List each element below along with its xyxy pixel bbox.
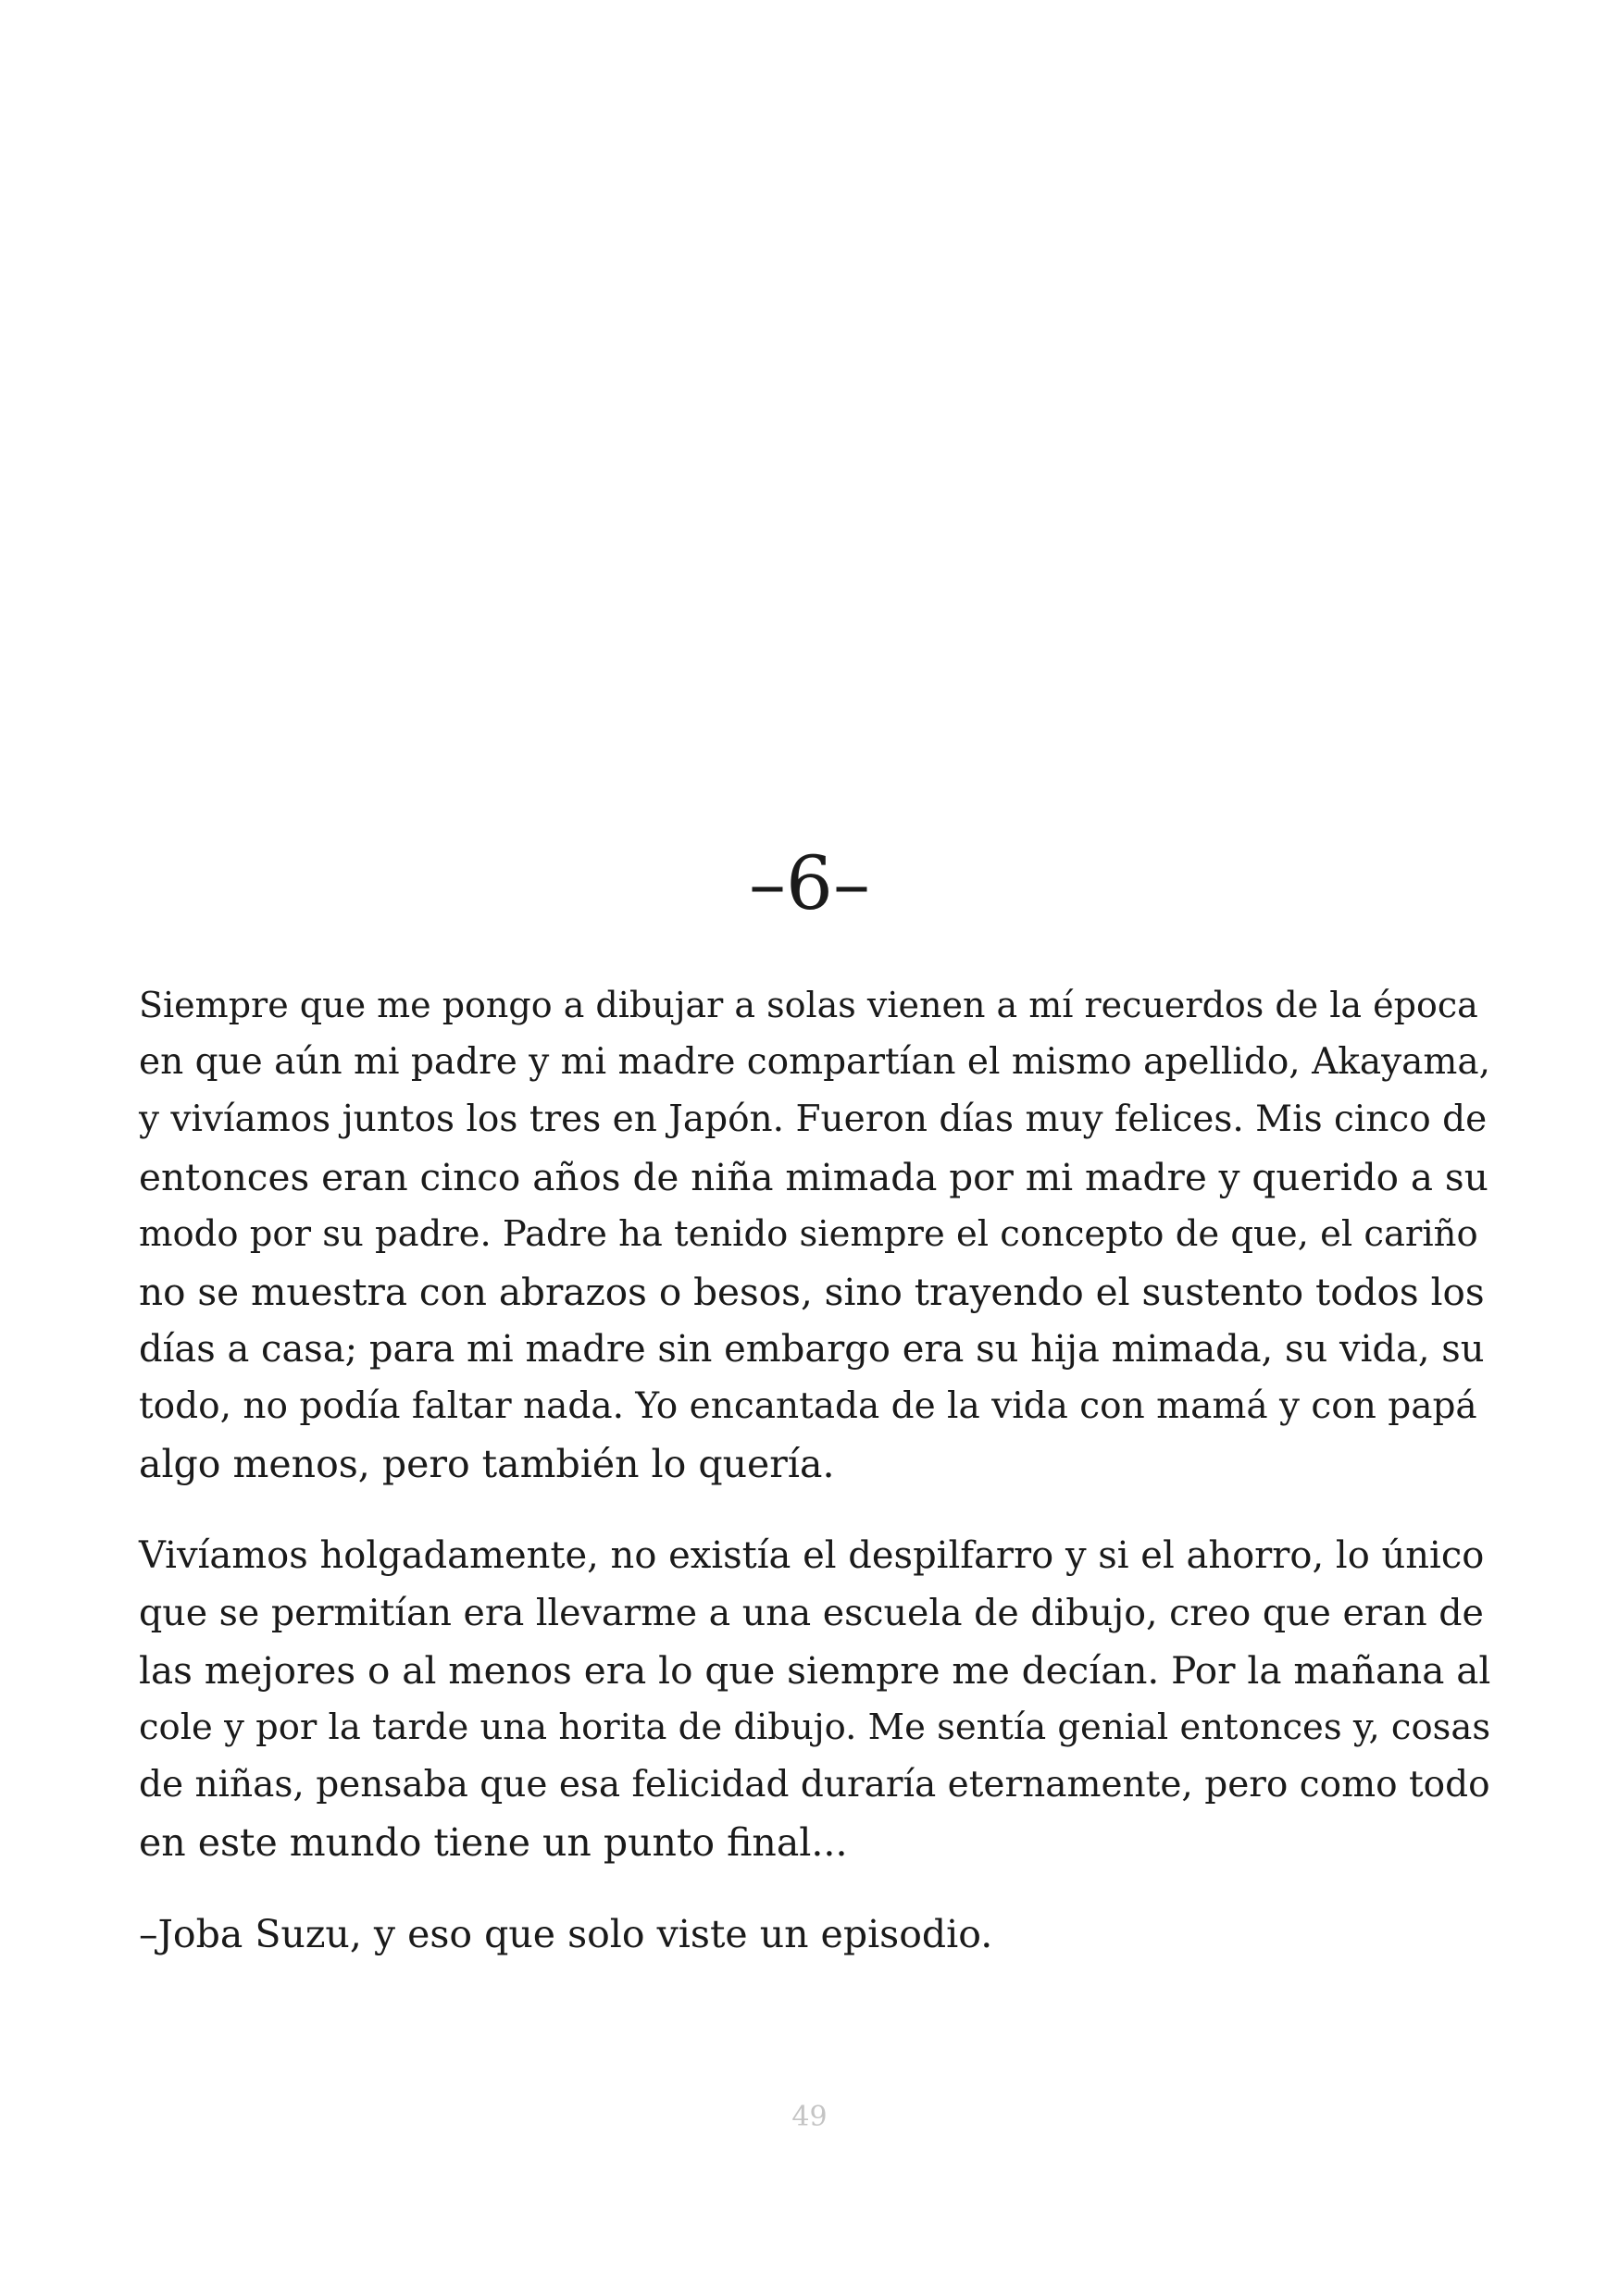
paragraph-1 [139, 976, 1490, 1493]
paragraph-2 [139, 1527, 1490, 1871]
text-line: algo menos, pero también lo quería. [139, 1442, 835, 1486]
chapter-heading: –6– [749, 840, 870, 926]
text-line: entonces eran cinco años de niña mimada por mi madre y querido a su [139, 1155, 1488, 1199]
text-line: en que aún mi padre y mi madre compartían el mismo apellido, Akayama, [139, 1041, 1491, 1083]
text-line: en este mundo tiene un punto final... [139, 1820, 848, 1865]
text-line: todo, no podía faltar nada. Yo encantada de la vida con mamá y con papá [139, 1385, 1477, 1427]
chapter-body [139, 976, 1490, 1963]
text-line: cole y por la tarde una horita de dibujo. Me sentía genial entonces y, cosas [139, 1706, 1491, 1748]
text-line: que se permitían era llevarme a una escuela de dibujo, creo que eran de [139, 1592, 1484, 1634]
paragraph-3-dialogue [139, 1905, 1490, 1963]
text-line: y vivíamos juntos los tres en Japón. Fueron días muy felices. Mis cinco de [139, 1098, 1488, 1140]
text-line: de niñas, pensaba que esa felicidad duraría eternamente, pero como todo [139, 1764, 1490, 1806]
text-line: días a casa; para mi madre sin embargo era su hija mimada, su vida, su [139, 1328, 1485, 1371]
text-line: Vivíamos holgadamente, no existía el despilfarro y si el ahorro, lo único [139, 1534, 1485, 1577]
text-line: no se muestra con abrazos o besos, sino trayendo el sustento todos los [139, 1270, 1485, 1314]
text-line: las mejores o al menos era lo que siempre me decían. Por la mañana al [139, 1648, 1491, 1693]
page-number: 49 [791, 2101, 828, 2133]
text-line: –Joba Suzu, y eso que solo viste un episodio. [139, 1912, 993, 1956]
text-line: Siempre que me pongo a dibujar a solas vienen a mí recuerdos de la época [139, 985, 1478, 1025]
text-line: modo por su padre. Padre ha tenido siempre el concepto de que, el cariño [139, 1213, 1478, 1255]
